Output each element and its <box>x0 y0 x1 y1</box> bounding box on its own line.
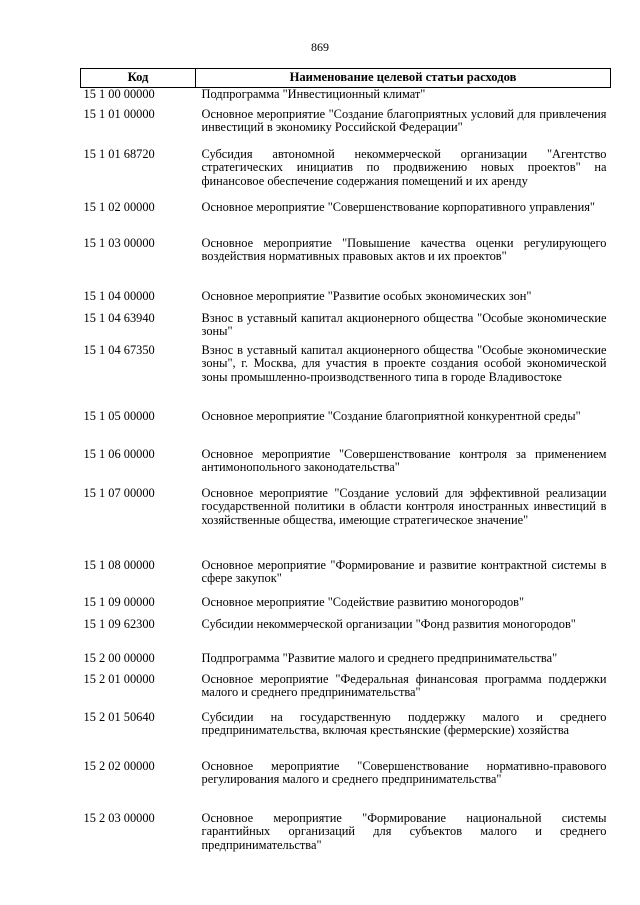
row-name: Основное мероприятие "Создание благоприятных условий для привлечения инвестиций в экономику Российской Федерации" <box>201 106 607 135</box>
row-code: 15 1 09 62300 <box>83 616 155 631</box>
table-row <box>81 596 611 618</box>
row-code: 15 1 09 00000 <box>83 594 155 609</box>
table-row <box>81 88 611 108</box>
table-row <box>81 487 611 559</box>
row-code: 15 1 04 00000 <box>83 288 155 303</box>
row-code: 15 2 02 00000 <box>83 758 155 773</box>
row-name: Основное мероприятие "Содействие развитию моногородов" <box>201 594 525 609</box>
table-row <box>81 812 611 862</box>
row-name: Основное мероприятие "Формирование национальной системы гарантийных организаций для субъектов малого и среднего предпринимательства" <box>201 810 607 852</box>
row-code: 15 2 01 00000 <box>83 671 155 686</box>
row-code: 15 1 01 68720 <box>83 146 155 161</box>
table-row <box>81 108 611 148</box>
row-name: Основное мероприятие "Совершенствование корпоративного управления" <box>201 199 595 214</box>
row-name: Основное мероприятие "Федеральная финансовая программа поддержки малого и среднего предпринимательства" <box>201 671 607 700</box>
row-code: 15 1 06 00000 <box>83 446 155 461</box>
row-code: 15 2 01 50640 <box>83 709 155 724</box>
row-name: Субсидии на государственную поддержку малого и среднего предпринимательства, включая крестьянские (фермерские) хозяйства <box>201 709 607 738</box>
row-name: Основное мероприятие "Повышение качества оценки регулирующего воздействия нормативных правовых актов и их проектов" <box>201 235 607 264</box>
table-row <box>81 618 611 652</box>
row-code: 15 1 02 00000 <box>83 199 155 214</box>
row-name: Подпрограмма "Инвестиционный климат" <box>201 87 426 101</box>
row-code: 15 1 08 00000 <box>83 557 155 572</box>
table-row <box>81 448 611 487</box>
row-name: Основное мероприятие "Развитие особых экономических зон" <box>201 288 532 303</box>
table-row <box>81 290 611 312</box>
row-name: Основное мероприятие "Создание условий для эффективной реализации государственной политики в области контроля иностранных инвестиций в хозяйственные общества, имеющие стратегическое значение" <box>201 485 607 527</box>
table-row <box>81 237 611 290</box>
row-name: Подпрограмма "Развитие малого и среднего предпринимательства" <box>201 650 558 665</box>
row-code: 15 1 07 00000 <box>83 485 155 500</box>
page-number: 869 <box>311 40 329 54</box>
table-row <box>81 711 611 760</box>
table-row <box>81 410 611 448</box>
row-name: Основное мероприятие "Формирование и развитие контрактной системы в сфере закупок" <box>201 557 607 586</box>
table-header-row <box>81 69 611 88</box>
row-name: Основное мероприятие "Создание благоприятной конкурентной среды" <box>201 408 581 423</box>
expense-items-table <box>80 68 611 862</box>
row-code: 15 1 04 67350 <box>83 342 155 357</box>
table-row <box>81 652 611 673</box>
table-row <box>81 344 611 410</box>
header-code: Код <box>81 69 196 88</box>
table-row <box>81 673 611 711</box>
row-code: 15 1 04 63940 <box>83 310 155 325</box>
row-code: 15 1 01 00000 <box>83 106 155 121</box>
header-name: Наименование целевой статьи расходов <box>196 69 611 88</box>
row-code: 15 1 00 00000 <box>83 87 155 101</box>
table-row <box>81 148 611 201</box>
row-name: Субсидия автономной некоммерческой организации "Агентство стратегических инициатив по продвижению новых проектов" на финансовое обеспечение содержания помещений и их аренду <box>201 146 607 188</box>
row-code: 15 1 03 00000 <box>83 235 155 250</box>
row-name: Основное мероприятие "Совершенствование контроля за применением антимонопольного законодательства" <box>201 446 607 475</box>
row-code: 15 2 00 00000 <box>83 650 155 665</box>
table-row <box>81 559 611 596</box>
table-row <box>81 312 611 344</box>
row-name: Взнос в уставный капитал акционерного общества "Особые экономические зоны", г. Москва, для участия в проекте создания особой экономической зоны промышленно-производственного типа в городе Владивостоке <box>201 342 607 384</box>
row-name: Взнос в уставный капитал акционерного общества "Особые экономические зоны" <box>201 310 607 339</box>
row-code: 15 1 05 00000 <box>83 408 155 423</box>
row-name: Субсидии некоммерческой организации "Фонд развития моногородов" <box>201 616 576 631</box>
row-name: Основное мероприятие "Совершенствование нормативно-правового регулирования малого и среднего предпринимательства" <box>201 758 607 787</box>
row-code: 15 2 03 00000 <box>83 810 155 825</box>
table-row <box>81 760 611 812</box>
table-row <box>81 201 611 237</box>
